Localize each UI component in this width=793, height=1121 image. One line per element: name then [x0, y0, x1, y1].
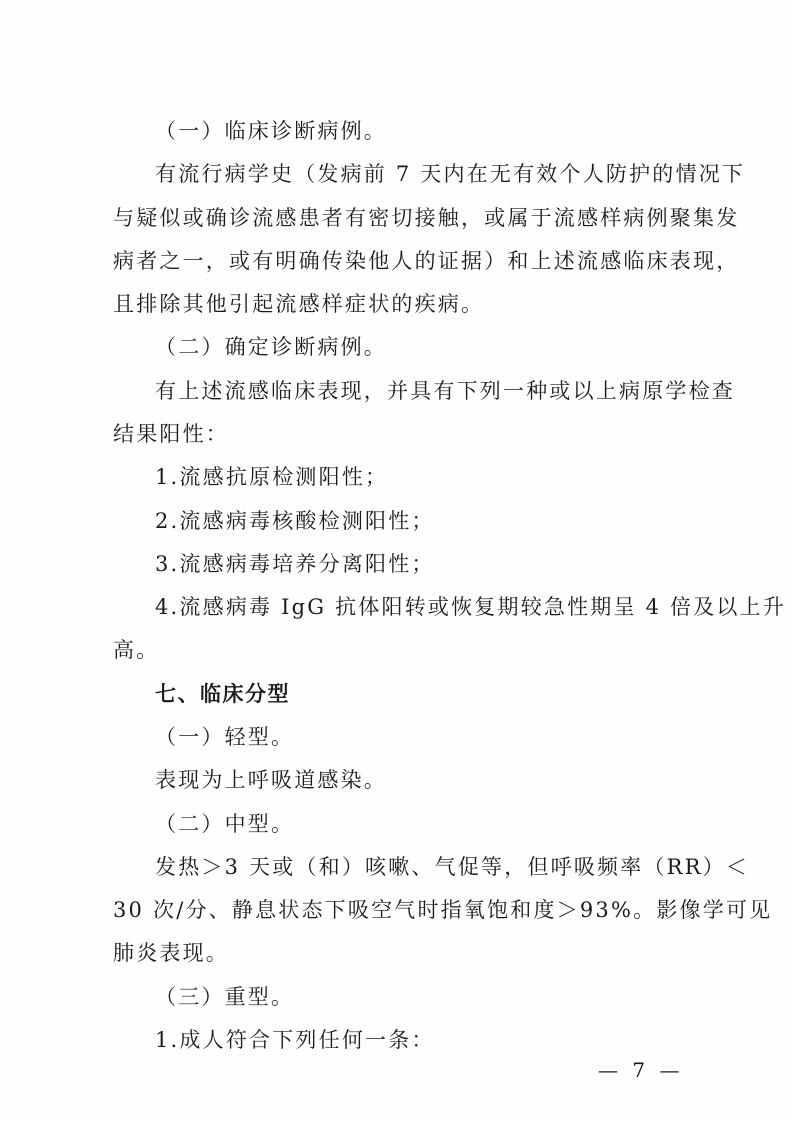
subsection-heading-clinical-diagnosis: （一）临床诊断病例。: [155, 119, 387, 143]
subsection-heading-confirmed-diagnosis: （二）确定诊断病例。: [155, 335, 387, 359]
list-item: 3.流感病毒培养分离阳性；: [155, 552, 435, 576]
paragraph-line: 有上述流感临床表现，并具有下列一种或以上病原学检查: [155, 379, 735, 403]
list-item: 4.流感病毒 IgG 抗体阳转或恢复期较急性期呈 4 倍及以上升: [155, 595, 787, 619]
subsection-heading-mild: （一）轻型。: [155, 725, 295, 749]
paragraph-line: 与疑似或确诊流感患者有密切接触，或属于流感样病例聚集发: [113, 206, 740, 230]
list-item-continuation: 高。: [113, 638, 160, 662]
subsection-heading-severe: （三）重型。: [155, 985, 295, 1009]
paragraph-line: 30 次/分、静息状态下吸空气时指氧饱和度＞93%。影像学可见: [113, 898, 773, 922]
paragraph-line: 发热＞3 天或（和）咳嗽、气促等，但呼吸频率（RR）＜: [155, 855, 750, 879]
paragraph-line: 且排除其他引起流感样症状的疾病。: [113, 292, 485, 316]
paragraph-line: 肺炎表现。: [113, 941, 229, 965]
paragraph-line: 病者之一，或有明确传染他人的证据）和上述流感临床表现，: [113, 249, 740, 273]
paragraph-line: 有流行病学史（发病前 7 天内在无有效个人防护的情况下: [155, 162, 746, 186]
list-item: 2.流感病毒核酸检测阳性；: [155, 509, 435, 533]
page-number: — 7 —: [598, 1058, 684, 1082]
paragraph-line: 表现为上呼吸道感染。: [155, 768, 387, 792]
list-item: 1.成人符合下列任何一条：: [155, 1028, 435, 1052]
paragraph-line: 结果阳性：: [113, 422, 229, 446]
subsection-heading-moderate: （二）中型。: [155, 812, 295, 836]
section-heading-clinical-types: 七、临床分型: [155, 682, 290, 706]
list-item: 1.流感抗原检测阳性；: [155, 465, 389, 489]
